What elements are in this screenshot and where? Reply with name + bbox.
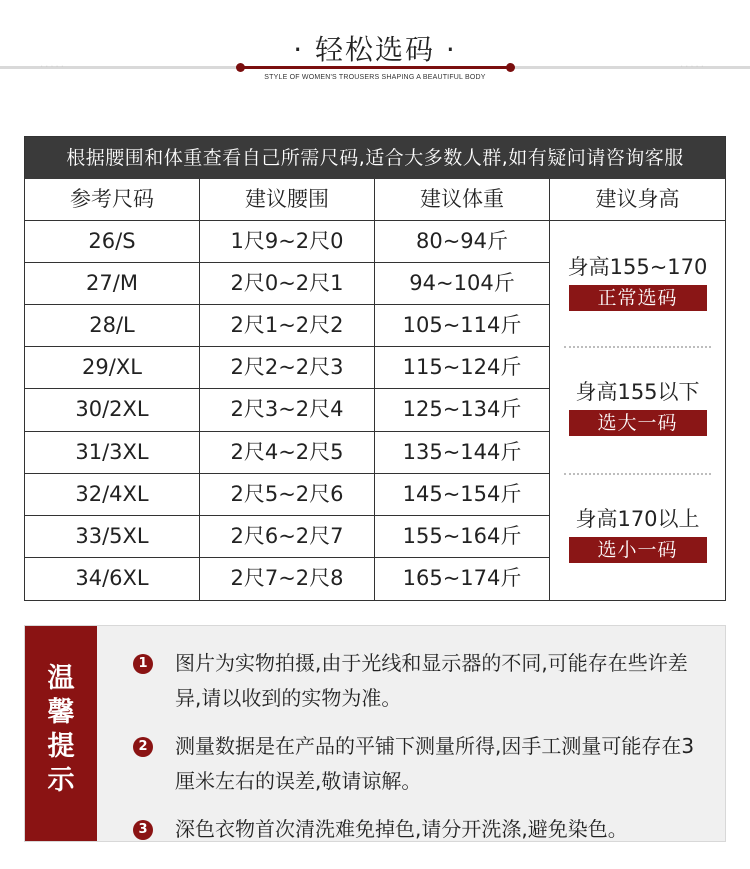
column-header-size: 参考尺码 [25,179,200,221]
header-dots-left: ····· [40,62,66,73]
number-badge-icon: 1 [133,654,153,674]
page-title: · 轻松选码 · [293,33,457,66]
size-cell: 34/6XL [25,558,200,600]
notice-box [24,625,726,842]
column-header-waist: 建议腰围 [200,179,375,221]
weight-cell: 80~94斤 [375,221,550,263]
table-header-row [25,179,725,221]
size-cell: 27/M [25,263,200,305]
notice-label-char: 温 [47,663,75,694]
height-range-text: 身高155~170 [567,255,708,279]
height-column [550,221,725,600]
height-group-short [550,376,725,436]
notice-list [133,646,713,860]
notice-item [133,729,713,799]
weight-cell: 94~104斤 [375,263,550,305]
height-group-tall [550,503,725,563]
height-separator [564,473,711,475]
waist-cell: 2尺3~2尺4 [200,389,375,431]
weight-cell: 135~144斤 [375,432,550,474]
notice-item [133,812,713,847]
notice-label [25,626,97,841]
waist-cell: 2尺6~2尺7 [200,516,375,558]
size-cell: 26/S [25,221,200,263]
size-cell: 30/2XL [25,389,200,431]
notice-text: 测量数据是在产品的平铺下测量所得,因手工测量可能存在3厘米左右的误差,敬请谅解。 [175,734,695,793]
notice-text: 图片为实物拍摄,由于光线和显示器的不同,可能存在些许差异,请以收到的实物为准。 [175,651,688,710]
page-subtitle: STYLE OF WOMEN'S TROUSERS SHAPING A BEAUTIFUL BODY [264,74,486,81]
waist-cell: 2尺7~2尺8 [200,558,375,600]
number-badge-icon: 2 [133,737,153,757]
waist-cell: 2尺2~2尺3 [200,347,375,389]
size-cell: 33/5XL [25,516,200,558]
height-advice-tag: 正常选码 [569,285,707,311]
notice-text: 深色衣物首次清洗难免掉色,请分开洗涤,避免染色。 [175,817,628,841]
column-header-weight: 建议体重 [375,179,550,221]
notice-label-char: 馨 [47,697,75,728]
notice-label-char: 提 [47,731,75,762]
height-advice-tag: 选小一码 [569,537,707,563]
height-separator [564,346,711,348]
weight-cell: 155~164斤 [375,516,550,558]
header-dots-right: ····· [680,62,706,73]
size-table [24,136,726,601]
table-body [25,221,725,600]
waist-cell: 1尺9~2尺0 [200,221,375,263]
weight-cell: 115~124斤 [375,347,550,389]
size-cell: 32/4XL [25,474,200,516]
waist-cell: 2尺4~2尺5 [200,432,375,474]
notice-item [133,646,713,716]
number-badge-icon: 3 [133,820,153,840]
page-header [0,0,750,110]
height-advice-tag: 选大一码 [569,410,707,436]
height-group-normal [550,251,725,311]
weight-cell: 105~114斤 [375,305,550,347]
size-cell: 28/L [25,305,200,347]
height-range-text: 身高155以下 [575,380,700,404]
weight-cell: 165~174斤 [375,558,550,600]
waist-cell: 2尺5~2尺6 [200,474,375,516]
weight-cell: 145~154斤 [375,474,550,516]
size-cell: 31/3XL [25,432,200,474]
height-range-text: 身高170以上 [575,507,700,531]
weight-cell: 125~134斤 [375,389,550,431]
size-cell: 29/XL [25,347,200,389]
waist-cell: 2尺1~2尺2 [200,305,375,347]
waist-cell: 2尺0~2尺1 [200,263,375,305]
notice-label-char: 示 [47,765,75,796]
column-header-height: 建议身高 [550,179,725,221]
table-banner: 根据腰围和体重查看自己所需尺码,适合大多数人群,如有疑问请咨询客服 [25,137,725,179]
